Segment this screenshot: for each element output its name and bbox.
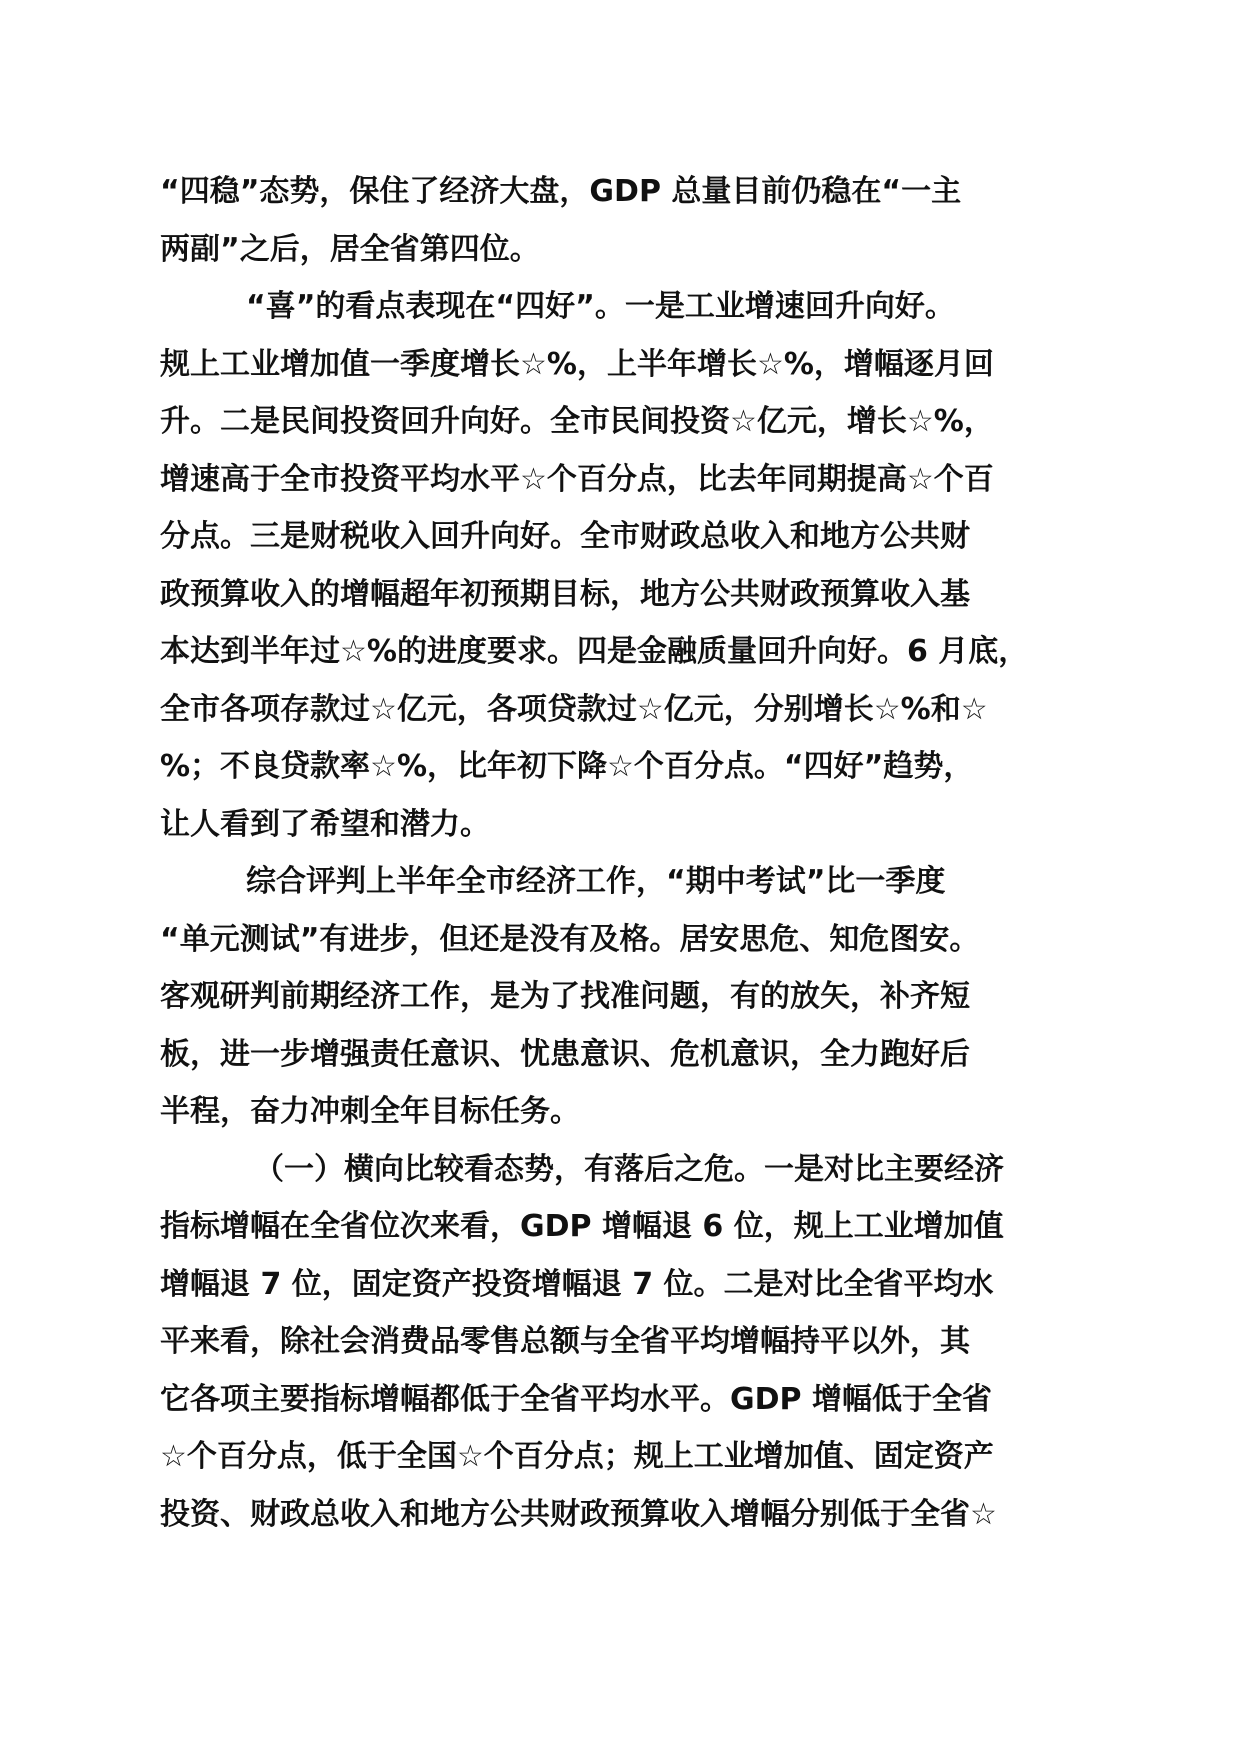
text-line: 指标增幅在全省位次来看，GDP 增幅退 6 位，规上工业增加值 [160, 1209, 1004, 1244]
text-line: 让人看到了希望和潜力。 [160, 806, 490, 842]
section-heading-line: （一）横向比较看态势，有落后之危。一是对比主要经济 [254, 1151, 1004, 1187]
text-line: 增速高于全市投资平均水平☆个百分点，比去年同期提高☆个百 [160, 461, 994, 497]
paragraph-start-line: 综合评判上半年全市经济工作，“期中考试”比一季度 [246, 864, 946, 899]
text-line: 政预算收入的增幅超年初预期目标，地方公共财政预算收入基 [160, 576, 970, 612]
text-line: 增幅退 7 位，固定资产投资增幅退 7 位。二是对比全省平均水 [160, 1266, 994, 1302]
text-line: %；不良贷款率☆%，比年初下降☆个百分点。“四好”趋势， [160, 749, 974, 784]
text-line: 投资、财政总收入和地方公共财政预算收入增幅分别低于全省☆ [160, 1496, 997, 1532]
text-line: 分点。三是财税收入回升向好。全市财政总收入和地方公共财 [160, 519, 970, 554]
text-line: 规上工业增加值一季度增长☆%，上半年增长☆%，增幅逐月回 [160, 346, 994, 382]
text-line: 两副”之后，居全省第四位。 [160, 231, 540, 267]
text-line: 本达到半年过☆%的进度要求。四是金融质量回升向好。6 月底， [160, 634, 1029, 669]
paragraph-start-line: “喜”的看点表现在“四好”。一是工业增速回升向好。 [246, 289, 955, 324]
text-line: 半程，奋力冲刺全年目标任务。 [160, 1094, 580, 1129]
text-line: 客观研判前期经济工作，是为了找准问题，有的放矢，补齐短 [160, 979, 970, 1014]
text-line: ☆个百分点，低于全国☆个百分点；规上工业增加值、固定资产 [160, 1439, 994, 1474]
text-line: 板，进一步增强责任意识、忧患意识、危机意识，全力跑好后 [160, 1036, 970, 1072]
text-line: 全市各项存款过☆亿元，各项贷款过☆亿元，分别增长☆%和☆ [160, 691, 988, 727]
text-line: 它各项主要指标增幅都低于全省平均水平。GDP 增幅低于全省 [160, 1381, 992, 1417]
text-line: 升。二是民间投资回升向好。全市民间投资☆亿元，增长☆%， [160, 404, 994, 439]
body-text [160, 163, 1090, 1543]
text-line: 平来看，除社会消费品零售总额与全省平均增幅持平以外，其 [160, 1324, 970, 1359]
text-line: “四稳”态势，保住了经济大盘，GDP 总量目前仍稳在“一主 [160, 174, 962, 209]
text-line: “单元测试”有进步，但还是没有及格。居安思危、知危图安。 [160, 921, 980, 957]
